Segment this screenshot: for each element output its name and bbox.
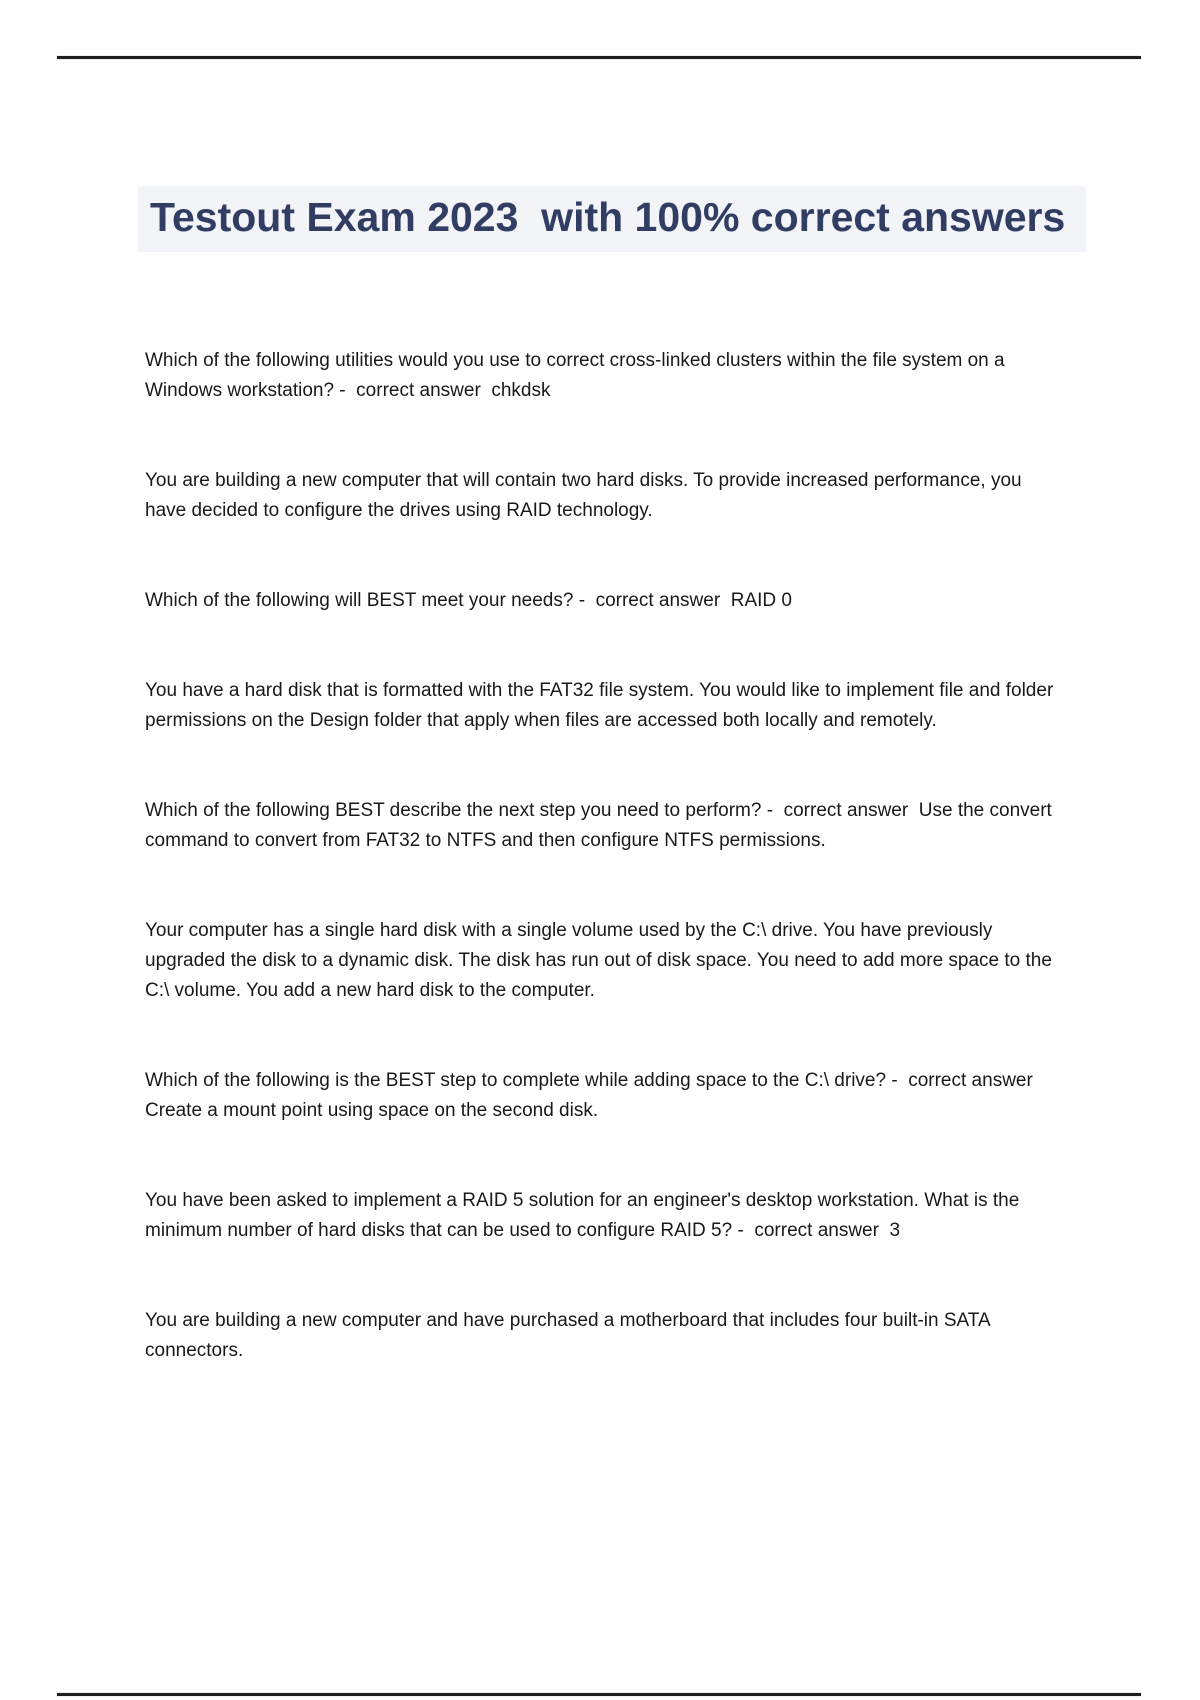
paragraph: You are building a new computer that will contain two hard disks. To provide increased performance, you have decided to configure the drives using RAID technology. <box>145 470 1027 521</box>
paragraph: Which of the following utilities would you use to correct cross-linked clusters within the file system on a Windows workstation? - correct answer chkdsk <box>145 350 1010 401</box>
bottom-horizontal-rule <box>57 1693 1141 1696</box>
paragraph: Which of the following will BEST meet your needs? - correct answer RAID 0 <box>145 590 792 611</box>
top-horizontal-rule <box>57 56 1141 59</box>
paragraph: You have been asked to implement a RAID 5 solution for an engineer's desktop workstation. What is the minimum number of hard disks that can be used to configure RAID 5? - correct answer 3 <box>145 1190 1025 1241</box>
title-highlight-block <box>138 186 1086 252</box>
page-title: Testout Exam 2023 with 100% correct answers <box>150 194 1066 240</box>
paragraph: Which of the following is the BEST step to complete while adding space to the C:\ drive? - correct answer Create a mount point using space on the second disk. <box>145 1070 1044 1121</box>
paragraph: You are building a new computer and have purchased a motherboard that includes four built-in SATA connectors. <box>145 1310 995 1361</box>
document-body <box>145 346 1066 1426</box>
paragraph: Your computer has a single hard disk with a single volume used by the C:\ drive. You have previously upgraded the disk to a dynamic disk. The disk has run out of disk space. You need to add more space to the C:\ volume. You add a new hard disk to the computer. <box>145 920 1058 1001</box>
paragraph: Which of the following BEST describe the next step you need to perform? - correct answer Use the convert command to convert from FAT32 to NTFS and then configure NTFS permissions. <box>145 800 1058 851</box>
paragraph: You have a hard disk that is formatted with the FAT32 file system. You would like to implement file and folder permissions on the Design folder that apply when files are accessed both locally and remotely. <box>145 680 1059 731</box>
